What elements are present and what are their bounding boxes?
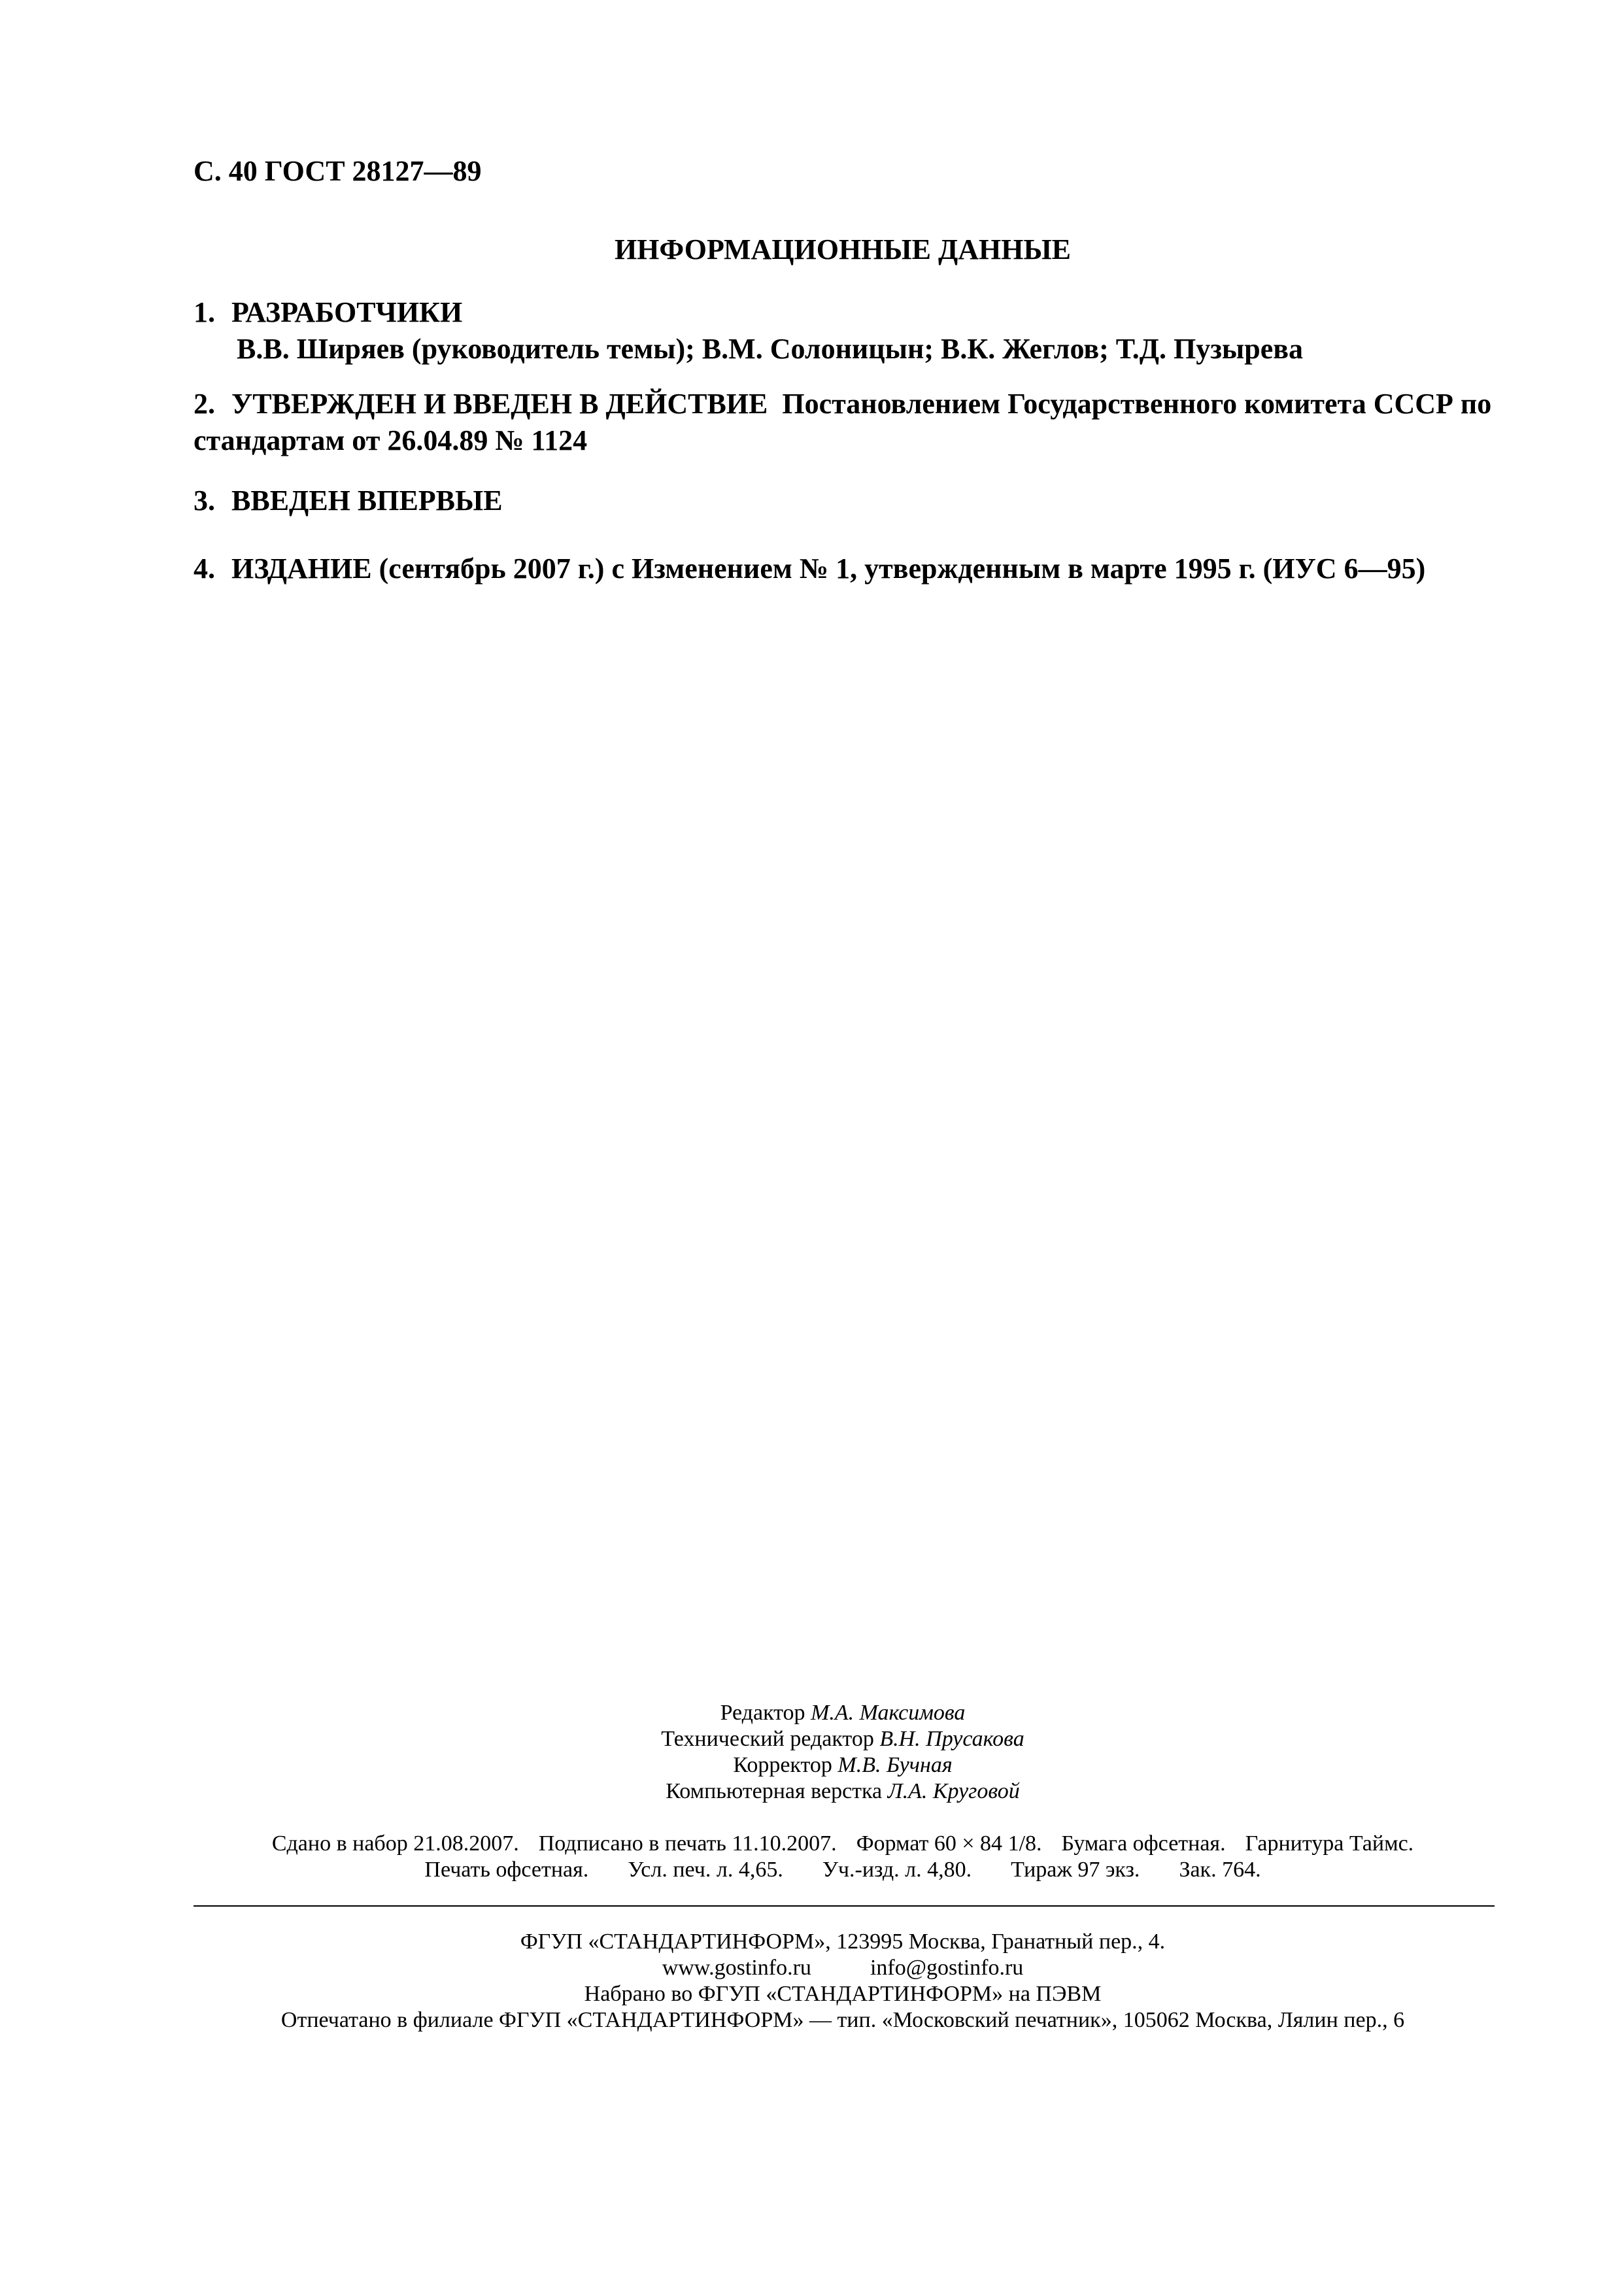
typeset-note: Набрано во ФГУП «СТАНДАРТИНФОРМ» на ПЭВМ bbox=[584, 1982, 1102, 2006]
item-text: Постановлением Государственного комитета СССР по стандартам от 26.04.89 № 1124 bbox=[194, 388, 1492, 456]
item-number: 4. bbox=[194, 552, 215, 585]
print-info-field: Печать офсетная. bbox=[424, 1858, 589, 1882]
print-info-field: Формат 60 × 84 bbox=[856, 1831, 1003, 1856]
divider bbox=[194, 1905, 1495, 1907]
credits-block bbox=[0, 1700, 1624, 1805]
info-item-developers bbox=[194, 294, 1303, 367]
credit-tech-editor bbox=[0, 1726, 1624, 1752]
print-info-line-1 bbox=[0, 1831, 1624, 1857]
credit-label: Технический редактор bbox=[661, 1727, 874, 1751]
email-link[interactable]: info@gostinfo.ru bbox=[870, 1956, 1024, 1980]
credit-label: Компьютерная верстка bbox=[666, 1779, 883, 1803]
print-info-field: Уч.-изд. л. 4,80. bbox=[822, 1858, 972, 1882]
credit-name: Л.А. Круговой bbox=[887, 1779, 1020, 1803]
item-heading: ИЗДАНИЕ (сентябрь 2007 г.) с Изменением № 1, утвержденным в марте 1995 г. (ИУС 6—95) bbox=[231, 552, 1426, 585]
item-text: В.В. Ширяев (руководитель темы); В.М. Солоницын; В.К. Жеглов; Т.Д. Пузырева bbox=[237, 333, 1304, 365]
credit-name: М.В. Бучная bbox=[837, 1753, 953, 1777]
publisher-footer bbox=[0, 1929, 1624, 2033]
info-item-edition bbox=[194, 551, 1425, 587]
print-info-line-2 bbox=[0, 1857, 1624, 1883]
item-heading: РАЗРАБОТЧИКИ bbox=[231, 296, 463, 328]
info-item-approved bbox=[194, 386, 1508, 459]
credit-label: Редактор bbox=[720, 1701, 805, 1725]
info-item-first-introduced bbox=[194, 483, 503, 519]
print-info-field: Бумага офсетная. bbox=[1061, 1831, 1226, 1856]
print-info-field: Усл. печ. л. 4,65. bbox=[628, 1858, 783, 1882]
website-link[interactable]: www.gostinfo.ru bbox=[662, 1956, 811, 1980]
credit-proofreader bbox=[0, 1752, 1624, 1778]
publisher-address: ФГУП «СТАНДАРТИНФОРМ», 123995 Москва, Гранатный пер., 4. bbox=[520, 1930, 1166, 1954]
credit-label: Корректор bbox=[733, 1753, 832, 1777]
print-info bbox=[0, 1831, 1624, 1883]
credit-editor bbox=[0, 1700, 1624, 1726]
credit-name: М.А. Максимова bbox=[811, 1701, 966, 1725]
printed-note: Отпечатано в филиале ФГУП «СТАНДАРТИНФОРМ» — тип. «Московский печатник», 105062 Москва, Лялин пер., 6 bbox=[280, 2008, 1405, 2032]
page-header: С. 40 ГОСТ 28127—89 bbox=[194, 155, 482, 187]
credit-name: В.Н. Прусакова bbox=[879, 1727, 1024, 1751]
item-heading: УТВЕРЖДЕН И ВВЕДЕН В ДЕЙСТВИЕ bbox=[231, 388, 768, 420]
print-info-field: Подписано в печать 11.10.2007. bbox=[538, 1831, 837, 1856]
publisher-contacts bbox=[0, 1955, 1624, 1981]
item-number: 1. bbox=[194, 296, 215, 328]
print-info-field: Тираж 97 экз. bbox=[1011, 1858, 1140, 1882]
credit-layout bbox=[0, 1778, 1624, 1805]
page-title: ИНФОРМАЦИОННЫЕ ДАННЫЕ bbox=[614, 233, 1072, 265]
print-info-field: Сдано в набор 21.08.2007. bbox=[271, 1831, 519, 1856]
print-info-field: Зак. 764. bbox=[1179, 1858, 1261, 1882]
print-info-fraction: 1/8. bbox=[1007, 1831, 1042, 1856]
item-number: 3. bbox=[194, 484, 215, 517]
item-heading: ВВЕДЕН ВПЕРВЫЕ bbox=[231, 484, 503, 517]
item-number: 2. bbox=[194, 388, 215, 420]
print-info-field: Гарнитура Таймс. bbox=[1245, 1831, 1414, 1856]
